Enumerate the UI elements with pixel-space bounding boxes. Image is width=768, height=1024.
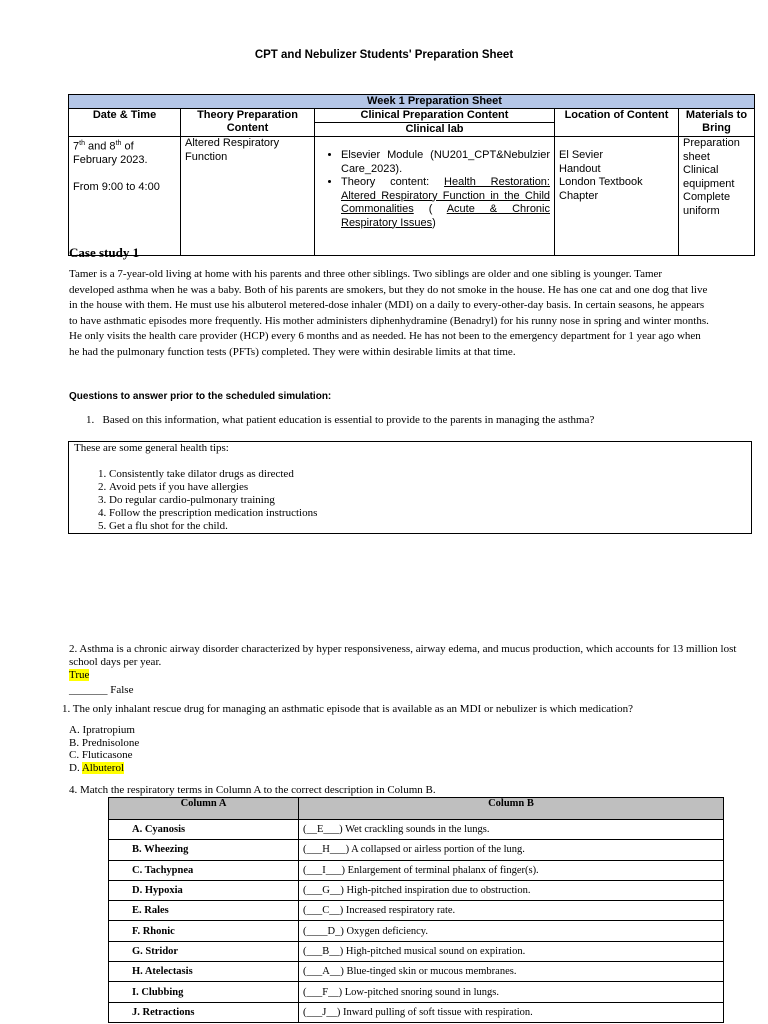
- case-study-title: Case study 1: [69, 245, 140, 260]
- header-theory: Theory Preparation Content: [181, 109, 315, 137]
- table-row: E. Rales (___C__) Increased respiratory rate.: [109, 901, 724, 921]
- table-row: G. Stridor (___B__) High-pitched musical sound on expiration.: [109, 941, 724, 961]
- table-row: J. Retractions (___J__) Inward pulling of soft tissue with respiration.: [109, 1002, 724, 1022]
- table-row: F. Rhonic (____D_) Oxygen deficiency.: [109, 921, 724, 941]
- cell-location: El Sevier Handout London Textbook Chapter: [555, 137, 679, 256]
- answer-intro: These are some general health tips:: [74, 442, 229, 454]
- table-row: A. Cyanosis (__E___) Wet crackling sounds in the lungs.: [109, 820, 724, 840]
- answer-item: 2. Avoid pets if you have allergies: [109, 481, 746, 494]
- questions-heading: Questions to answer prior to the scheduled simulation:: [69, 391, 332, 402]
- question-2: 2. Asthma is a chronic airway disorder characterized by hyper responsiveness, airway edema, and mucus production, which accounts for 13 million lost school days per year.: [69, 643, 737, 668]
- table-row: I. Clubbing (___F__) Low-pitched snoring sound in lungs.: [109, 982, 724, 1002]
- clinical-item: • Elsevier Module (NU201_CPT&Nebulzier Care_2023).: [341, 149, 550, 176]
- answer-box: [68, 441, 752, 534]
- option: B. Prednisolone: [69, 736, 140, 749]
- answer-item: 4. Follow the prescription medication instructions: [109, 507, 746, 520]
- option-d: D. Albuterol: [69, 761, 125, 774]
- header-location: Location of Content: [555, 109, 679, 137]
- header-clinical-sub: Clinical lab: [315, 123, 555, 137]
- question-3: 1. The only inhalant rescue drug for managing an asthmatic episode that is available as an MDI or nebulizer is which medication?: [62, 703, 634, 715]
- matching-table: [108, 797, 724, 1023]
- cell-date: 7th and 8th of February 2023. From 9:00 to 4:00: [69, 137, 181, 256]
- answer-item: 3. Do regular cardio-pulmonary training: [109, 494, 746, 507]
- cell-materials: Preparation sheet Clinical equipment Complete uniform: [679, 137, 755, 256]
- header-clinical: Clinical Preparation Content: [315, 109, 555, 123]
- table-row: H. Atelectasis (___A__) Blue-tinged skin or mucous membranes.: [109, 962, 724, 982]
- option: C. Fluticasone: [69, 749, 133, 761]
- header-materials: Materials to Bring: [679, 109, 755, 137]
- week-banner: Week 1 Preparation Sheet: [315, 95, 555, 109]
- cell-theory: Altered Respiratory Function: [181, 137, 315, 256]
- question-3-options: [69, 724, 139, 774]
- cell-clinical: [315, 137, 555, 256]
- answer-false: _______ False: [69, 684, 134, 696]
- prep-table: [68, 94, 755, 256]
- header-date: Date & Time: [69, 109, 181, 137]
- clinical-item: • Theory content: Health Restoration: Altered Respiratory Function in the Child Commonalities ( Acute & Chronic Respiratory Issues): [341, 176, 550, 230]
- case-study-text: Tamer is a 7-year-old living at home with his parents and three other siblings. Two siblings are older and one sibling is younger. Tamer developed asthma when he was a baby. Both of his parents are smokers, but they do not smoke in the house. He has one cat and one dog that live in the house with them. He must use his albuterol metered-dose inhaler (MDI) on a daily to every-other-day basis. In certain seasons, he appears to have asthmatic episodes more frequently. His mother administers diphenhydramine (Benadryl) for his runny nose in spring and winter months. He only visits the health care provider (HCP) every 6 months and as needed. He has not been to the emergency department for 1 year ago when he had the pulmonary function tests (PFTs) completed. They were within desirable limits at that time.: [69, 268, 709, 358]
- option: A. Ipratropium: [69, 724, 135, 736]
- column-a-header: Column A: [109, 798, 299, 820]
- question-4: 4. Match the respiratory terms in Column A to the correct description in Column B.: [69, 784, 436, 796]
- column-b-header: Column B: [299, 798, 724, 820]
- table-row: B. Wheezing (___H___) A collapsed or airless portion of the lung.: [109, 840, 724, 860]
- question-1: 1. Based on this information, what patient education is essential to provide to the parents in managing the asthma?: [86, 414, 595, 426]
- table-row: C. Tachypnea (___I___) Enlargement of terminal phalanx of finger(s).: [109, 860, 724, 880]
- page-title: CPT and Nebulizer Students' Preparation Sheet: [254, 49, 514, 61]
- table-row: D. Hypoxia (___G__) High-pitched inspiration due to obstruction.: [109, 880, 724, 900]
- answer-true: True: [69, 669, 90, 681]
- answer-item: 5. Get a flu shot for the child.: [109, 520, 746, 533]
- answer-item: 1. Consistently take dilator drugs as directed: [109, 468, 746, 481]
